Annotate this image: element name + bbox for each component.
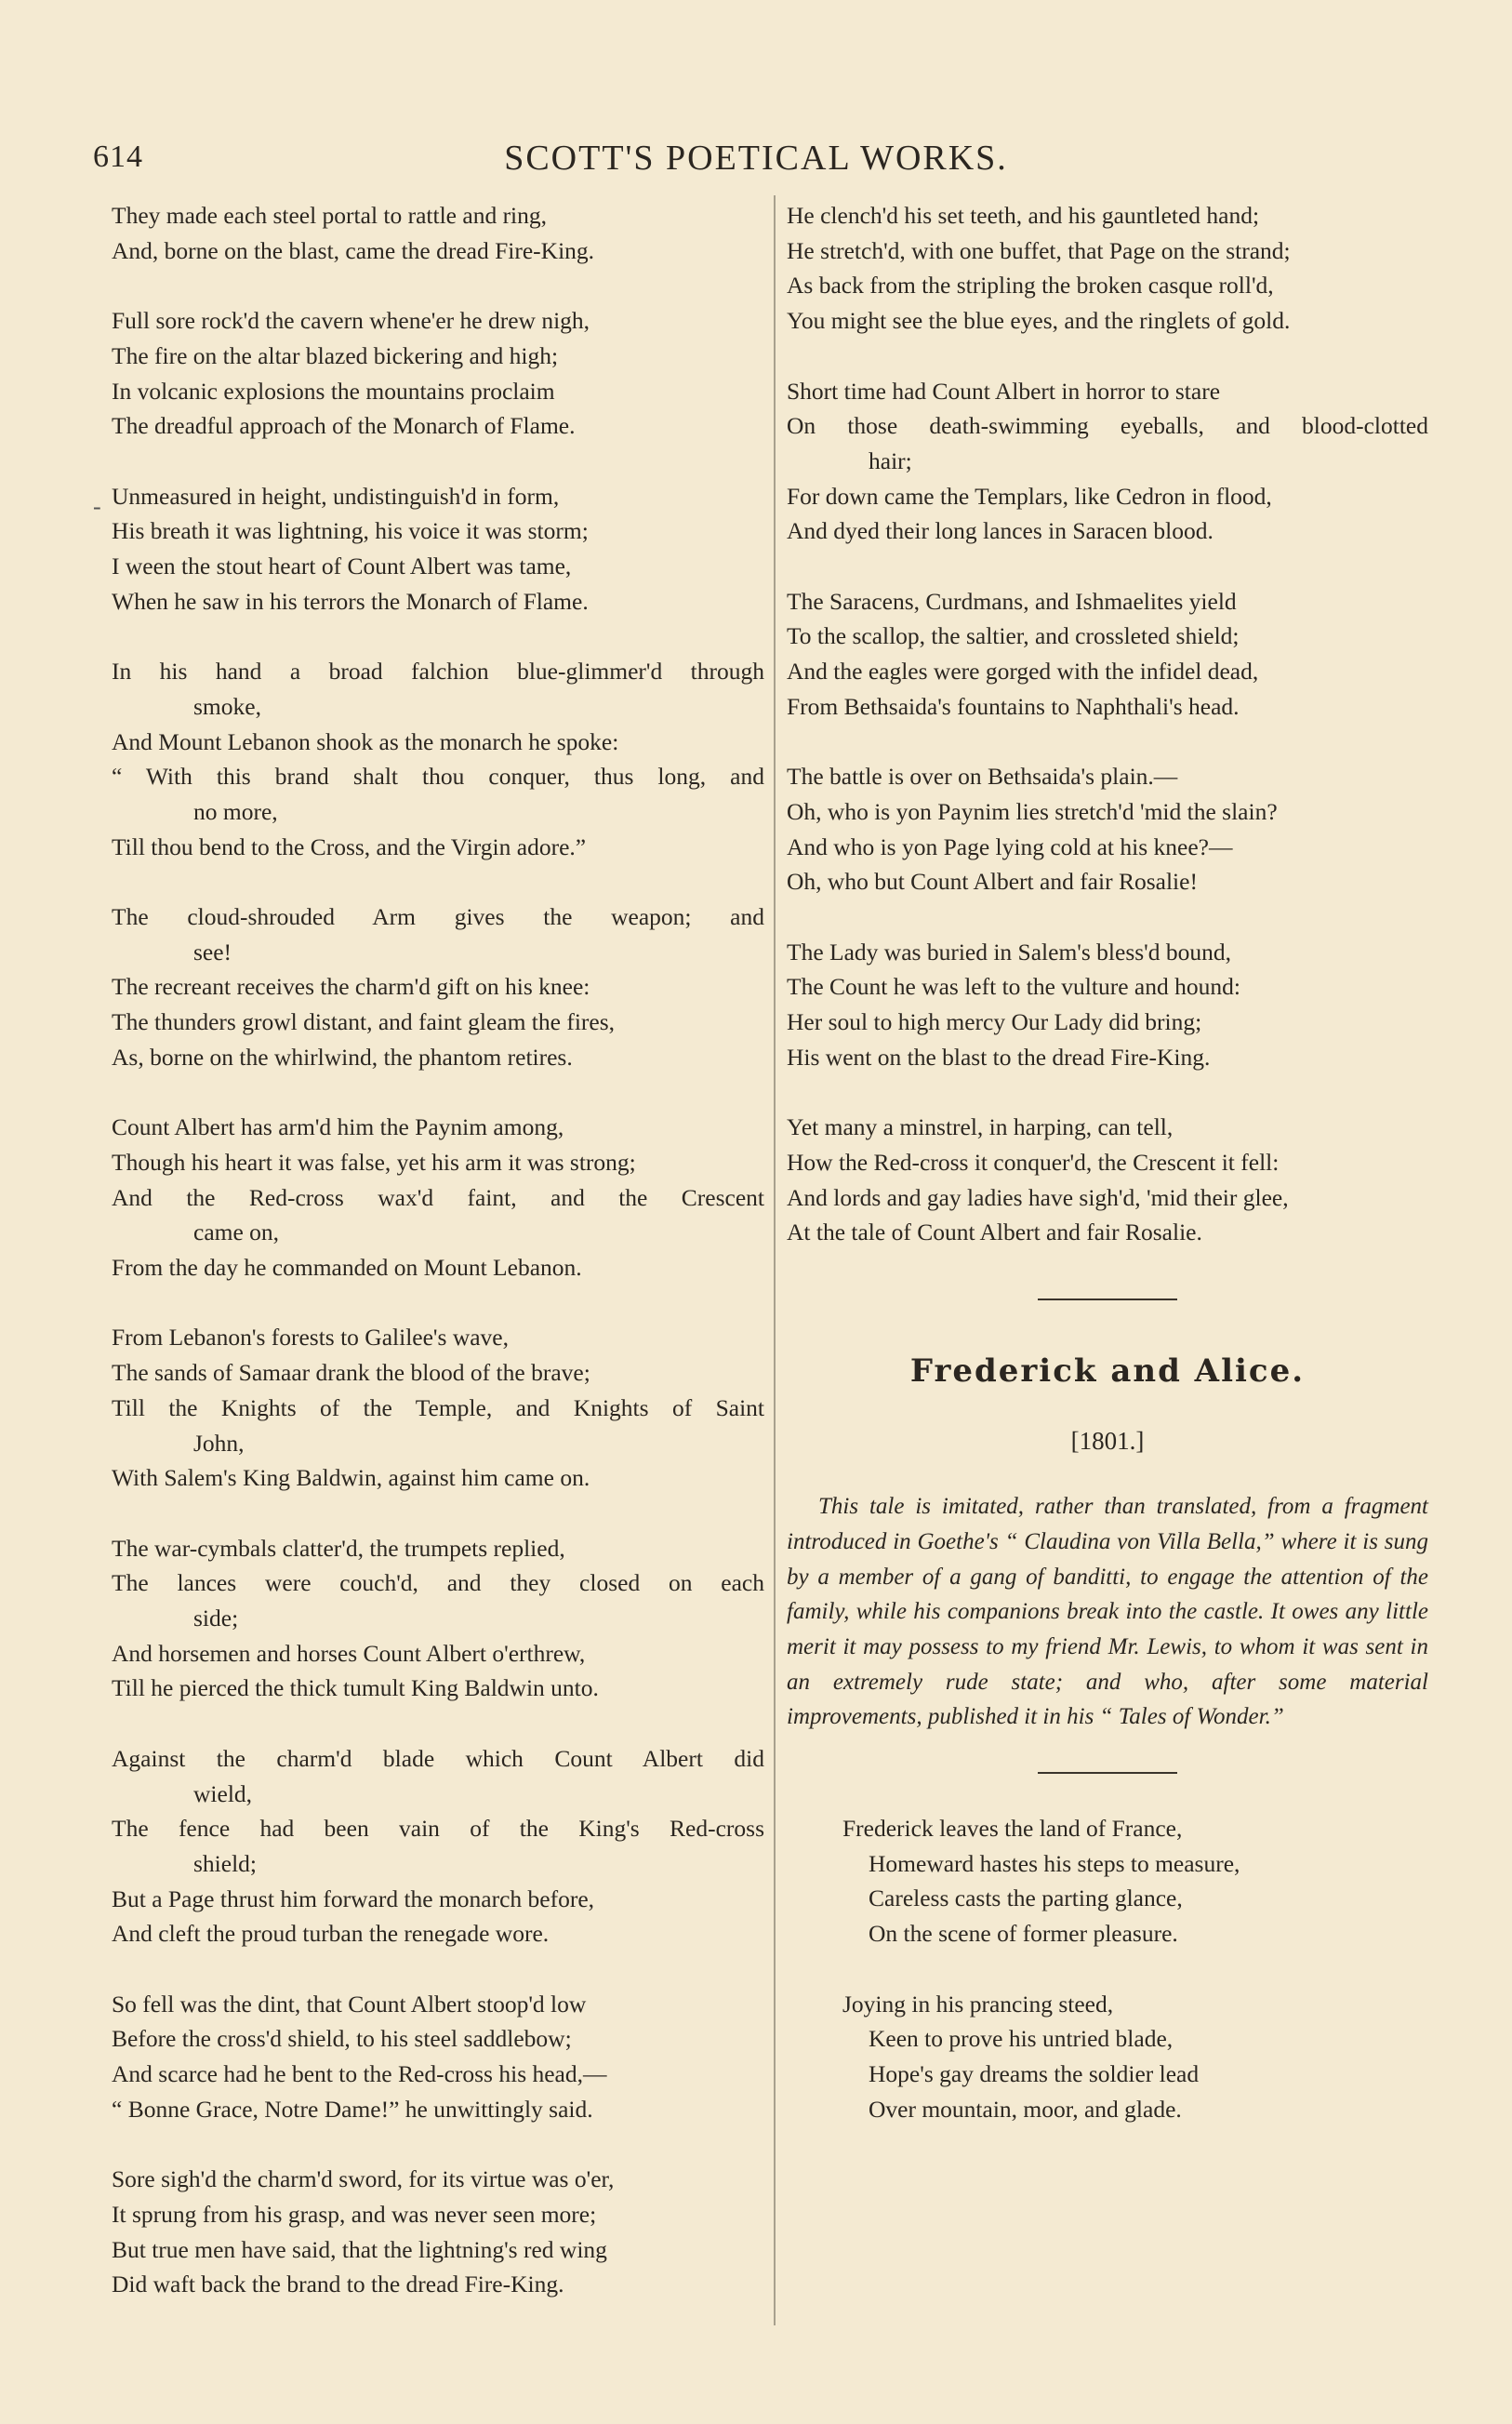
- verse-line: The Count he was left to the vulture and hound:: [787, 973, 1240, 1001]
- verse-line: His went on the blast to the dread Fire-King.: [787, 1043, 1211, 1071]
- poem-title: Frederick and Alice.: [909, 1352, 1306, 1390]
- stanza: [787, 935, 1428, 1075]
- verse-line: Till thou bend to the Cross, and the Virgin adore.”: [112, 832, 587, 860]
- verse-line: The battle is over on Bethsaida's plain.—: [787, 763, 1178, 791]
- verse-line: The fence had been vain of the King's Red-cross: [112, 1815, 764, 1843]
- verse-line: The sands of Samaar drank the blood of the brave;: [112, 1359, 590, 1387]
- stanza: [787, 374, 1428, 550]
- verse-line: John,: [193, 1429, 245, 1457]
- verse-line: With Salem's King Baldwin, against him came on.: [112, 1464, 590, 1492]
- verse-line: Oh, who but Count Albert and fair Rosalie!: [787, 868, 1198, 896]
- verse-line: His breath it was lightning, his voice it was storm;: [112, 517, 589, 545]
- verse-line: Short time had Count Albert in horror to stare: [787, 377, 1221, 405]
- stanza: [112, 303, 764, 444]
- stanza: [787, 198, 1428, 339]
- verse-line: And dyed their long lances in Saracen blood.: [787, 517, 1214, 545]
- verse-line: “ Bonne Grace, Notre Dame!” he unwittingly said.: [112, 2095, 593, 2123]
- verse-line: Against the charm'd blade which Count Albert did: [112, 1744, 764, 1772]
- stanza: [112, 198, 764, 268]
- verse-line: From the day he commanded on Mount Lebanon.: [112, 1254, 582, 1282]
- verse-line: In his hand a broad falchion blue-glimmer'd through: [112, 658, 764, 686]
- verse-line: The cloud-shrouded Arm gives the weapon; and: [112, 903, 764, 930]
- verse-line: side;: [193, 1605, 239, 1632]
- verse-line: shield;: [193, 1849, 257, 1877]
- verse-line: They made each steel portal to rattle and ring,: [112, 202, 548, 229]
- ballad-line: Keen to prove his untried blade,: [869, 2025, 1174, 2053]
- verse-line: And the Red-cross wax'd faint, and the Crescent: [112, 1183, 764, 1211]
- verse-line: Though his heart it was false, yet his arm it was strong;: [112, 1148, 636, 1176]
- verse-line: And Mount Lebanon shook as the monarch he spoke:: [112, 727, 619, 755]
- stanza: [112, 1741, 764, 1951]
- stanza: [787, 584, 1428, 725]
- verse-line: From Bethsaida's fountains to Naphthali's head.: [787, 692, 1240, 720]
- verse-line: To the scallop, the saltier, and crossleted shield;: [787, 622, 1240, 650]
- verse-line: And who is yon Page lying cold at his knee?—: [787, 832, 1233, 860]
- verse-line: And the eagles were gorged with the infidel dead,: [787, 658, 1259, 686]
- right-column: [787, 198, 1428, 2162]
- column-rule: [774, 195, 776, 2325]
- ballad-line: Homeward hastes his steps to measure,: [869, 1849, 1240, 1877]
- verse-line: And horsemen and horses Count Albert o'erthrew,: [112, 1639, 586, 1667]
- verse-line: And, borne on the blast, came the dread Fire-King.: [112, 236, 595, 264]
- stanza: [112, 1987, 764, 2127]
- verse-line: The Lady was buried in Salem's bless'd bound,: [787, 938, 1232, 966]
- verse-line: Yet many a minstrel, in harping, can tell,: [787, 1113, 1174, 1141]
- verse-line: Count Albert has arm'd him the Paynim among,: [112, 1113, 564, 1141]
- stanza: [112, 479, 764, 619]
- stanza: [112, 899, 764, 1075]
- verse-line: But true men have said, that the lightning's red wing: [112, 2235, 607, 2263]
- ballad-line: Joying in his prancing steed,: [842, 1990, 1114, 2018]
- verse-line: It sprung from his grasp, and was never seen more;: [112, 2200, 597, 2228]
- verse-line: I ween the stout heart of Count Albert was tame,: [112, 553, 572, 579]
- verse-line: Her soul to high mercy Our Lady did bring;: [787, 1008, 1202, 1036]
- verse-line: And scarce had he bent to the Red-cross his head,—: [112, 2060, 607, 2088]
- ballad-line: On the scene of former pleasure.: [869, 1920, 1178, 1948]
- verse-line: Till he pierced the thick tumult King Baldwin unto.: [112, 1674, 599, 1702]
- verse-line: And cleft the proud turban the renegade wore.: [112, 1920, 550, 1948]
- verse-line: Unmeasured in height, undistinguish'd in form,: [112, 482, 560, 510]
- left-column: [112, 198, 764, 2337]
- verse-line: He stretch'd, with one buffet, that Page on the strand;: [787, 236, 1291, 264]
- verse-line: no more,: [193, 797, 278, 825]
- verse-line: For down came the Templars, like Cedron in flood,: [787, 482, 1272, 510]
- poem-introduction: This tale is imitated, rather than translated, from a fragment introduced in Goethe's “ Claudina von Villa Bella,” where it is sung by a member of a gang of banditti, to engage the attention of the family, while his companions break into the castle. It owes any little merit it may possess to my friend Mr. Lewis, to whom it was sent in an extremely rude state; and who, after some material improvements, published it in his “ Tales of Wonder.”: [787, 1494, 1428, 1730]
- ballad-stanza: [842, 1987, 1428, 2127]
- verse-line: The lances were couch'd, and they closed on each: [112, 1569, 764, 1597]
- verse-line: Did waft back the brand to the dread Fire-King.: [112, 2271, 564, 2298]
- verse-line: So fell was the dint, that Count Albert stoop'd low: [112, 1990, 587, 2018]
- ballad-line: Frederick leaves the land of France,: [842, 1815, 1183, 1843]
- verse-line: On those death-swimming eyeballs, and blood-clotted: [787, 412, 1428, 440]
- verse-line: When he saw in his terrors the Monarch of Flame.: [112, 587, 589, 615]
- verse-line: But a Page thrust him forward the monarch before,: [112, 1885, 595, 1912]
- verse-line: Full sore rock'd the cavern whene'er he drew nigh,: [112, 307, 590, 335]
- verse-line: And lords and gay ladies have sigh'd, 'mid their glee,: [787, 1183, 1289, 1211]
- ballad-line: Over mountain, moor, and glade.: [869, 2095, 1182, 2123]
- verse-line: “ With this brand shalt thou conquer, thus long, and: [112, 763, 764, 791]
- verse-line: In volcanic explosions the mountains proclaim: [112, 377, 555, 405]
- ballad-line: Careless casts the parting glance,: [869, 1885, 1183, 1912]
- stanza: [112, 1320, 764, 1496]
- page-number: 614: [93, 140, 143, 174]
- verse-line: see!: [193, 938, 232, 966]
- running-head: SCOTT'S POETICAL WORKS.: [504, 139, 1008, 178]
- ballad-stanza: [842, 1811, 1428, 1951]
- stanza: [112, 1110, 764, 1285]
- verse-line: You might see the blue eyes, and the ringlets of gold.: [787, 307, 1291, 335]
- verse-line: At the tale of Count Albert and fair Rosalie.: [787, 1219, 1202, 1246]
- verse-line: As, borne on the whirlwind, the phantom retires.: [112, 1043, 573, 1071]
- verse-line: The dreadful approach of the Monarch of Flame.: [112, 412, 576, 440]
- stanza: [112, 2162, 764, 2302]
- stanza: [787, 759, 1428, 899]
- poem-date: [1801.]: [1070, 1427, 1145, 1456]
- verse-line: The thunders growl distant, and faint gleam the fires,: [112, 1008, 616, 1036]
- verse-line: As back from the stripling the broken casque roll'd,: [787, 272, 1274, 300]
- verse-line: Before the cross'd shield, to his steel saddlebow;: [112, 2025, 572, 2053]
- verse-line: The war-cymbals clatter'd, the trumpets replied,: [112, 1534, 565, 1562]
- verse-line: Oh, who is yon Paynim lies stretch'd 'mid the slain?: [787, 797, 1278, 825]
- verse-line: came on,: [193, 1219, 280, 1246]
- stanza: [112, 1531, 764, 1707]
- verse-line: smoke,: [193, 692, 261, 720]
- verse-line: Till the Knights of the Temple, and Knights of Saint: [112, 1393, 764, 1421]
- verse-line: From Lebanon's forests to Galilee's wave,: [112, 1324, 510, 1352]
- stanza: [112, 654, 764, 864]
- verse-line: The recreant receives the charm'd gift on his knee:: [112, 973, 590, 1001]
- verse-line: The fire on the altar blazed bickering and high;: [112, 341, 559, 369]
- verse-line: wield,: [193, 1779, 253, 1807]
- ballad-line: Hope's gay dreams the soldier lead: [869, 2059, 1200, 2087]
- ballad-body: [787, 1811, 1428, 2126]
- verse-line: The Saracens, Curdmans, and Ishmaelites yield: [787, 587, 1237, 615]
- stanza: [787, 1110, 1428, 1250]
- verse-line: hair;: [869, 446, 912, 474]
- verse-line: Sore sigh'd the charm'd sword, for its virtue was o'er,: [112, 2165, 615, 2193]
- verse-line: He clench'd his set teeth, and his gauntleted hand;: [787, 202, 1260, 229]
- verse-line: How the Red-cross it conquer'd, the Crescent it fell:: [787, 1148, 1280, 1176]
- margin-mark: -: [93, 493, 101, 520]
